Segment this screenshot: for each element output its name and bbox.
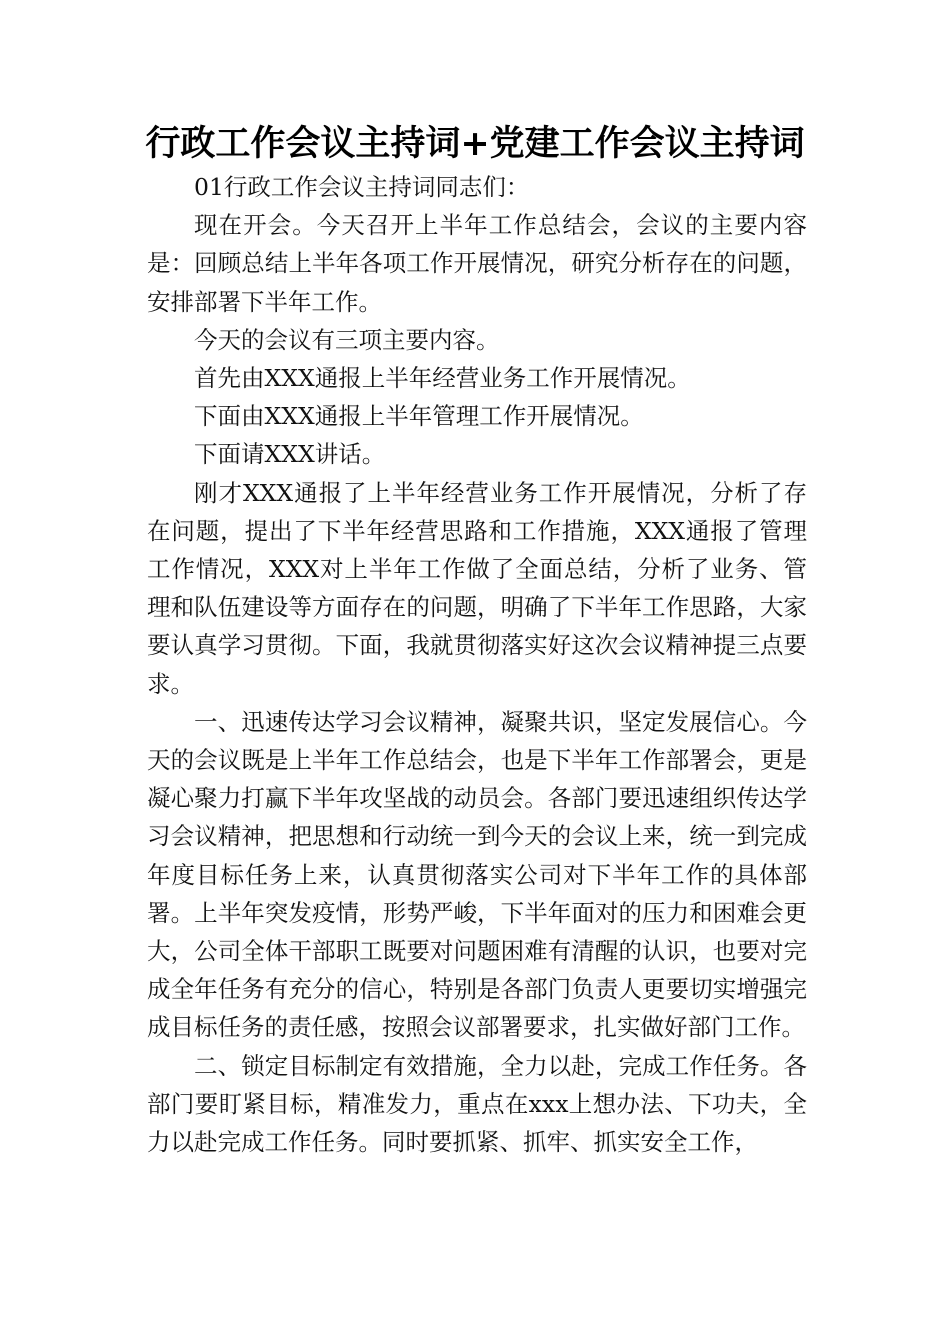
document-body [147,168,807,1161]
paragraph-requirement-1: 一、迅速传达学习会议精神，凝聚共识，坚定发展信心。今天的会议既是上半年工作总结会，也是下半年工作部署会，更是凝心聚力打赢下半年攻坚战的动员会。各部门要迅速组织传达学习会议精神，把思想和行动统一到今天的会议上来，统一到完成年度目标任务上来，认真贯彻落实公司对下半年工作的具体部署。上半年突发疫情，形势严峻，下半年面对的压力和困难会更大，公司全体干部职工既要对问题困难有清醒的认识，也要对完成全年任务有充分的信心，特别是各部门负责人更要切实增强完成目标任务的责任感，按照会议部署要求，扎实做好部门工作。 [147,707,807,1042]
paragraph-agenda: 今天的会议有三项主要内容。 [194,325,500,354]
paragraph-greeting: 01行政工作会议主持词同志们： [194,173,530,201]
paragraph-agenda-item-2: 下面由XXX通报上半年管理工作开展情况。 [194,402,644,431]
paragraph-agenda-item-1: 首先由XXX通报上半年经营业务工作开展情况。 [194,364,691,393]
paragraph-opening: 现在开会。今天召开上半年工作总结会，会议的主要内容是：回顾总结上半年各项工作开展情况，研究分析存在的问题，安排部署下半年工作。 [147,211,807,316]
paragraph-summary: 刚才XXX通报了上半年经营业务工作开展情况，分析了存在问题，提出了下半年经营思路和工作措施，XXX通报了管理工作情况，XXX对上半年工作做了全面总结，分析了业务、管理和队伍建设等方面存在的问题，明确了下半年工作思路，大家要认真学习贯彻。下面，我就贯彻落实好这次会议精神提三点要求。 [147,478,807,698]
paragraph-requirement-2: 二、锁定目标制定有效措施，全力以赴，完成工作任务。各部门要盯紧目标，精准发力，重点在xxx上想办法、下功夫，全力以赴完成工作任务。同时要抓紧、抓牢、抓实安全工作， [147,1051,807,1157]
document-title: 行政工作会议主持词+党建工作会议主持词 [145,124,805,164]
paragraph-agenda-item-3: 下面请XXX讲话。 [194,440,386,469]
